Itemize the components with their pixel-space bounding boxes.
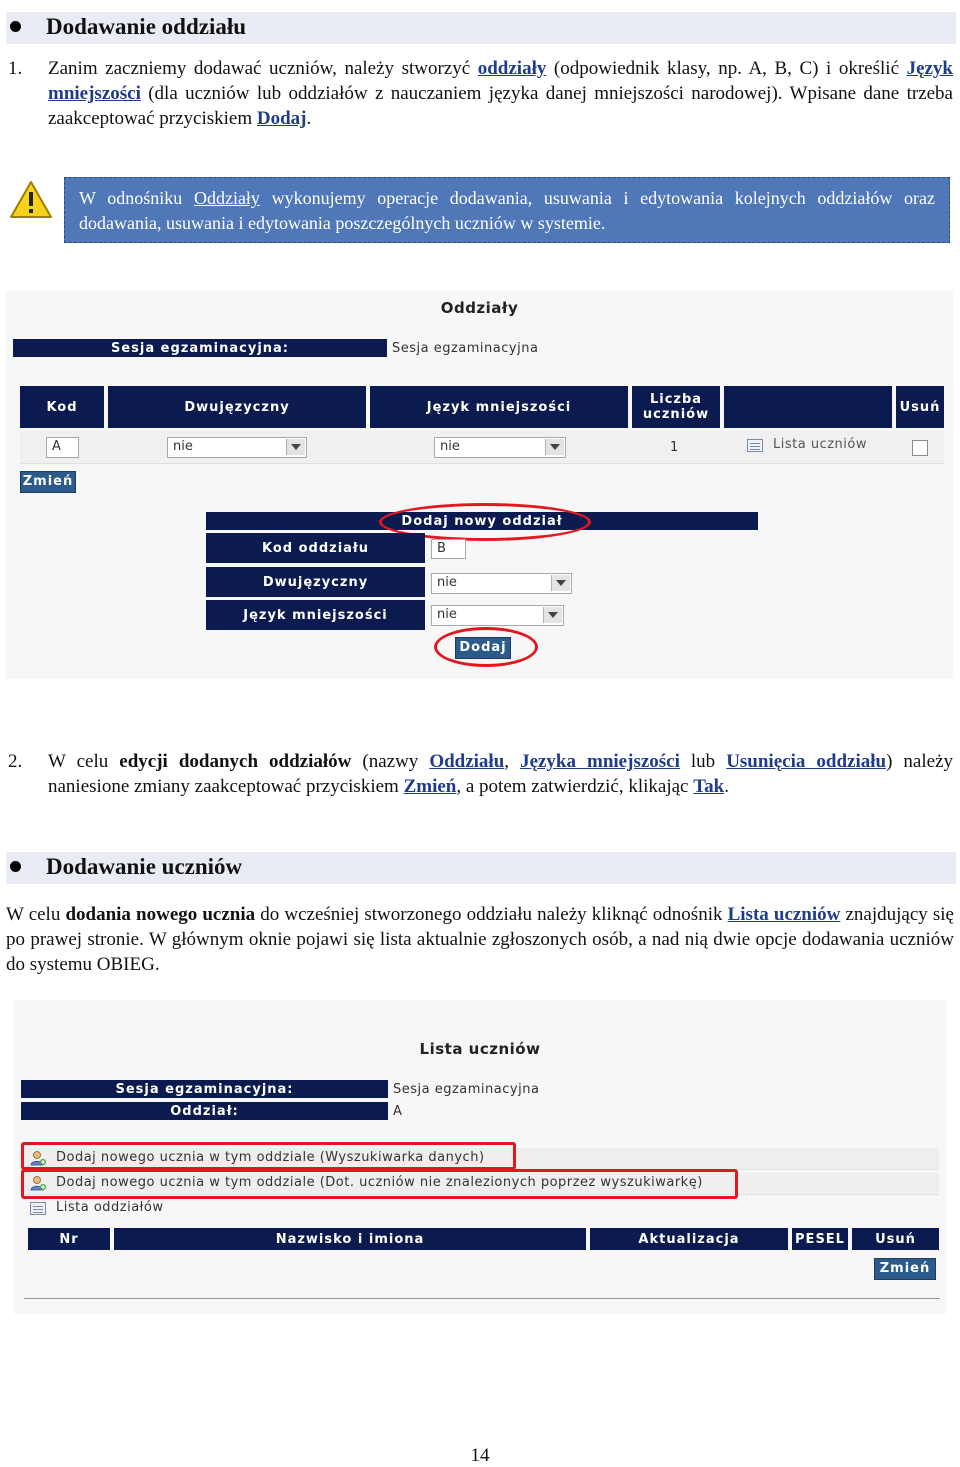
section-title: Dodawanie oddziału bbox=[46, 14, 247, 39]
link-zmien[interactable]: Zmień bbox=[403, 776, 457, 797]
bullet-icon bbox=[10, 21, 21, 32]
zmien-button[interactable]: Zmień bbox=[20, 471, 76, 493]
paragraph-item2: W celu edycji dodanych oddziałów (nazwy Oddziału, Języka mniejszości lub Usunięcia oddziału) należy naniesione zmiany zaakceptować przyciskiem Zmień, a potem zatwierdzić, klikając Tak. bbox=[48, 751, 953, 797]
highlight-ring bbox=[434, 627, 538, 667]
oddzial-value: A bbox=[393, 1104, 403, 1119]
bullet-icon bbox=[10, 861, 21, 872]
link-jezyk-mniejszosci[interactable]: Język mniejszości bbox=[48, 58, 953, 104]
chevron-down-icon bbox=[543, 607, 562, 623]
kod-input[interactable]: A bbox=[46, 437, 79, 458]
column-nr: Nr bbox=[28, 1228, 110, 1250]
list-icon bbox=[30, 1202, 46, 1215]
chevron-down-icon bbox=[545, 439, 564, 455]
link-dodaj[interactable]: Dodaj bbox=[256, 108, 307, 129]
dwujezyczny-form-select[interactable]: nie bbox=[431, 573, 572, 594]
chevron-down-icon bbox=[551, 575, 570, 591]
list-number: 2. bbox=[8, 751, 23, 772]
zmien-button[interactable]: Zmień bbox=[874, 1258, 936, 1280]
session-value: Sesja egzaminacyjna bbox=[392, 341, 539, 356]
column-usun: Usuń bbox=[852, 1228, 939, 1250]
divider bbox=[24, 1298, 940, 1299]
link-oddzialu[interactable]: Oddziału bbox=[429, 751, 505, 772]
add-student-search-link[interactable]: Dodaj nowego ucznia w tym oddziale (Wyszukiwarka danych) bbox=[56, 1150, 485, 1165]
highlight-box bbox=[21, 1142, 516, 1170]
screenshot-lista-uczniow bbox=[14, 1000, 946, 1314]
column-pesel: PESEL bbox=[792, 1228, 848, 1250]
link-usuniecia-oddzialu[interactable]: Usunięcia oddziału bbox=[726, 751, 887, 772]
highlight-box bbox=[21, 1169, 738, 1199]
usun-checkbox[interactable] bbox=[912, 440, 928, 456]
session-label: Sesja egzaminacyjna: bbox=[21, 1080, 388, 1098]
session-label: Sesja egzaminacyjna: bbox=[13, 339, 387, 357]
link-lista-uczniow[interactable]: Lista uczniów bbox=[727, 904, 841, 925]
kod-oddzialu-label: Kod oddziału bbox=[206, 533, 425, 563]
link-tak[interactable]: Tak bbox=[693, 776, 725, 797]
section-header-uczniowie bbox=[6, 852, 956, 884]
column-liczba-uczniow: Liczba uczniów bbox=[632, 386, 720, 428]
paragraph-item1: Zanim zaczniemy dodawać uczniów, należy stworzyć oddziały (odpowiednik klasy, np. A, B, C) i określić Język mniejszości (dla uczniów lub oddziałów z nauczaniem języka danej mniejszości narodowej). Wpisane dane trzeba zaakceptować przyciskiem Dodaj. bbox=[48, 58, 953, 129]
lista-uczniow-link[interactable]: Lista uczniów bbox=[773, 437, 867, 452]
jezyk-select[interactable]: nie bbox=[434, 437, 566, 458]
lista-oddzialow-link[interactable]: Lista oddziałów bbox=[56, 1200, 164, 1215]
section-title: Dodawanie uczniów bbox=[46, 854, 243, 879]
column-dwujezyczny: Dwujęzyczny bbox=[108, 386, 366, 428]
section-header-oddzial bbox=[6, 12, 956, 44]
screenshot-oddzialy bbox=[6, 291, 953, 679]
column-nazwisko: Nazwisko i imiona bbox=[114, 1228, 586, 1250]
kod-oddzialu-input[interactable]: B bbox=[431, 539, 466, 559]
dwujezyczny-label: Dwujęzyczny bbox=[206, 567, 425, 597]
session-value: Sesja egzaminacyjna bbox=[393, 1082, 540, 1097]
liczba-value: 1 bbox=[670, 440, 679, 455]
page-number: 14 bbox=[470, 1445, 490, 1466]
column-aktualizacja: Aktualizacja bbox=[590, 1228, 788, 1250]
column-kod: Kod bbox=[20, 386, 104, 428]
link-jezyka-mniejszosci[interactable]: Języka mniejszości bbox=[520, 751, 680, 772]
panel-title: Lista uczniów bbox=[419, 1040, 541, 1058]
form-header: Dodaj nowy oddział bbox=[206, 512, 758, 530]
chevron-down-icon bbox=[286, 439, 305, 455]
column-jezyk-mniejszosci: Język mniejszości bbox=[370, 386, 628, 428]
link-oddzialy-note[interactable]: Oddziały bbox=[193, 188, 260, 208]
warning-note: W odnośniku Oddziały wykonujemy operacje dodawania, usuwania i edytowania kolejnych oddziałów oraz dodawania, usuwania i edytowania poszczególnych uczniów w systemie. bbox=[64, 177, 950, 243]
list-number: 1. bbox=[8, 58, 23, 79]
link-oddzialy[interactable]: oddziały bbox=[477, 58, 547, 79]
oddzial-label: Oddział: bbox=[21, 1102, 388, 1120]
jezyk-mniejszosci-label: Język mniejszości bbox=[206, 600, 425, 630]
dwujezyczny-select[interactable]: nie bbox=[167, 437, 307, 458]
list-icon bbox=[747, 439, 763, 452]
warning-icon bbox=[9, 180, 53, 220]
dodaj-button[interactable]: Dodaj bbox=[455, 637, 511, 659]
column-usun: Usuń bbox=[896, 386, 944, 428]
panel-title: Oddziały bbox=[440, 299, 519, 317]
paragraph-uczniowie: W celu dodania nowego ucznia do wcześniej stworzonego oddziału należy kliknąć odnośnik Lista uczniów znajdujący się po prawej stronie. W głównym oknie pojawi się lista aktualnie zgłoszonych osób, a nad nią dwie opcje dodawania uczniów do systemu OBIEG. bbox=[6, 904, 954, 975]
add-student-manual-link[interactable]: Dodaj nowego ucznia w tym oddziale (Dot. uczniów nie znalezionych poprzez wyszukiwarkę) bbox=[56, 1175, 703, 1190]
jezyk-form-select[interactable]: nie bbox=[431, 605, 564, 626]
column-blank bbox=[724, 386, 892, 428]
